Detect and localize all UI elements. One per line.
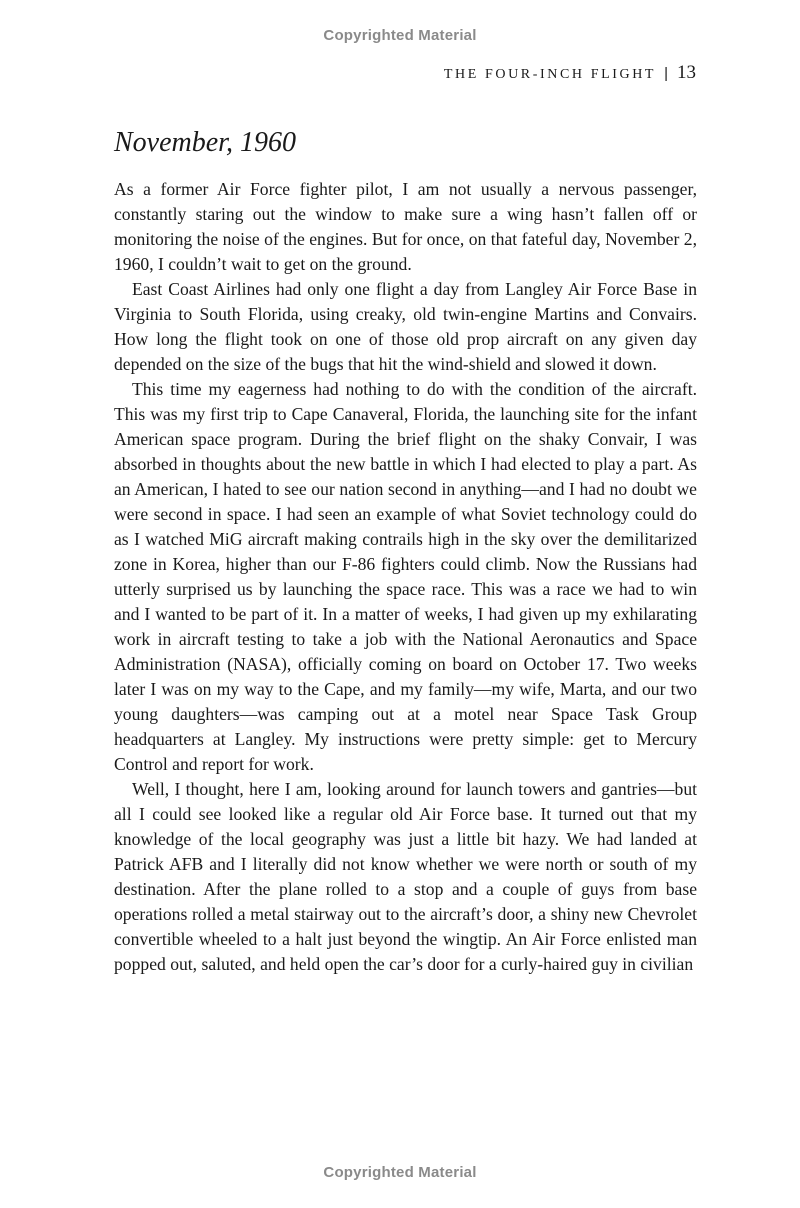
paragraph: This time my eagerness had nothing to do with the condition of the aircraft. This was my first trip to Cape Canaveral, Florida, the launching site for the infant American space program. During the brief flight on the shaky Convair, I was absorbed in thoughts about the new battle in which I had elected to play a part. As an American, I hated to see our nation second in anything—and I had no doubt we were second in space. I had seen an example of what Soviet technology could do as I watched MiG aircraft making contrails high in the sky over the demilitarized zone in Korea, higher than our F-86 fighters could climb. Now the Russians had utterly surprised us by launching the space race. This was a race we had to win and I wanted to be part of it. In a matter of weeks, I had given up my exhilarating work in aircraft testing to take a job with the National Aeronautics and Space Administration (NASA), officially coming on board on October 17. Two weeks later I was on my way to the Cape, and my family—my wife, Marta, and our two young daughters—was camping out at a motel near Space Task Group headquarters at Langley. My instructions were pretty simple: get to Mercury Control and report for work. [114,379,697,774]
running-head [444,62,696,84]
paragraph: East Coast Airlines had only one flight a day from Langley Air Force Base in Virginia to South Florida, using creaky, old twin-engine Martins and Convairs. How long the flight took on one of those old prop aircraft on any given day depended on the size of the bugs that hit the wind-shield and slowed it down. [114,279,697,374]
section-heading: November, 1960 [114,127,296,158]
running-head-separator: | [664,65,668,82]
paragraph: Well, I thought, here I am, looking around for launch towers and gantries—but all I could see looked like a regular old Air Force base. It turned out that my knowledge of the local geography was just a little bit hazy. We had landed at Patrick AFB and I literally did not know whether we were north or south of my destination. After the plane rolled to a stop and a couple of guys from base operations rolled a metal stairway out to the aircraft’s door, a shiny new Chevrolet convertible wheeled to a halt just beyond the wingtip. An Air Force enlisted man popped out, saluted, and held open the car’s door for a curly-haired guy in civilian [114,779,697,974]
copyright-watermark-top: Copyrighted Material [323,27,477,44]
paragraph: As a former Air Force fighter pilot, I am not usually a nervous passenger, constantly staring out the window to make sure a wing hasn’t fallen off or monitoring the noise of the engines. But for once, on that fateful day, November 2, 1960, I couldn’t wait to get on the ground. [114,179,697,274]
running-head-title: THE FOUR-INCH FLIGHT [443,67,657,82]
copyright-watermark-bottom: Copyrighted Material [323,1164,477,1181]
page-number: 13 [677,62,696,83]
body-text [114,177,697,977]
